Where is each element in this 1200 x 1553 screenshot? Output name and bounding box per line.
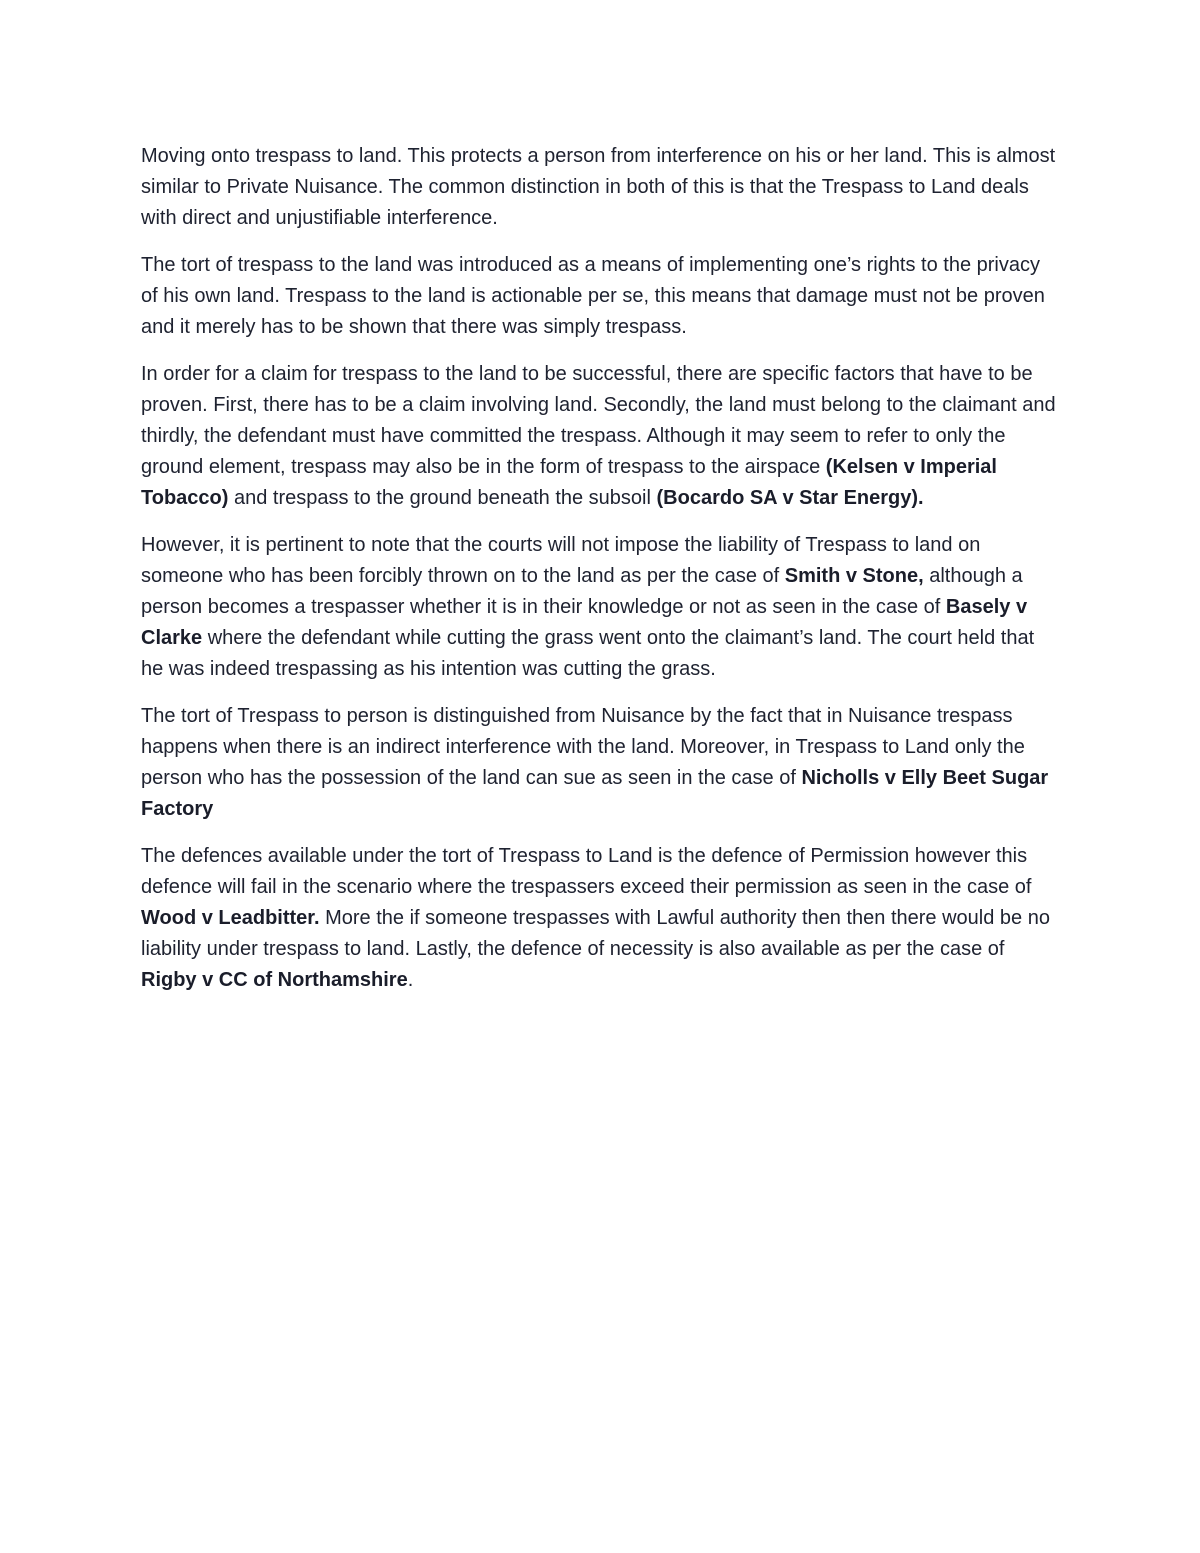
paragraph-4 (141, 530, 1059, 685)
paragraph-1 (141, 141, 1059, 234)
case-citation: (Kelsen v Imperial Tobacco) (141, 456, 997, 509)
case-citation: Wood v Leadbitter. (141, 907, 320, 929)
paragraph-2 (141, 250, 1059, 343)
case-citation: Basely v Clarke (141, 596, 1028, 649)
paragraph-text: Moving onto trespass to land. This protects a person from interference on his or her land. This is almost similar to Private Nuisance. The common distinction in both of this is that the Trespass to Land deals with direct and unjustifiable interference. (141, 145, 1056, 229)
document-body (141, 141, 1059, 1012)
paragraph-text: In order for a claim for trespass to the land to be successful, there are specific factors that have to be proven. First, there has to be a claim involving land. Secondly, the land must belong to the claimant and thirdly, the defendant must have committed the trespass. Although it may seem to refer to only the ground element, trespass may also be in the form of trespass to the airspace (141, 363, 1056, 478)
paragraph-text: . (407, 969, 414, 991)
case-citation: (Bocardo SA v Star Energy). (656, 487, 924, 509)
paragraph-text: although a person becomes a trespasser whether it is in their knowledge or not as seen in the case of (141, 565, 1023, 618)
paragraph-text: However, it is pertinent to note that the courts will not impose the liability of Trespass to land on someone who has been forcibly thrown on to the land as per the case of (141, 534, 981, 587)
paragraph-text: where the defendant while cutting the grass went onto the claimant’s land. The court held that he was indeed trespassing as his intention was cutting the grass. (141, 627, 1035, 680)
paragraph-text: More the if someone trespasses with Lawful authority then then there would be no liability under trespass to land. Lastly, the defence of necessity is also available as per the case of (141, 907, 1050, 960)
paragraph-text: The defences available under the tort of Trespass to Land is the defence of Permission however this defence will fail in the scenario where the trespassers exceed their permission as seen in the case of (141, 845, 1032, 898)
case-citation: Nicholls v Elly Beet Sugar Factory (141, 767, 1049, 820)
paragraph-text: The tort of trespass to the land was introduced as a means of implementing one’s rights to the privacy of his own land. Trespass to the land is actionable per se, this means that damage must not be proven and it merely has to be shown that there was simply trespass. (141, 254, 1045, 338)
paragraph-5 (141, 701, 1059, 825)
case-citation: Rigby v CC of Northamshire (141, 969, 408, 991)
case-citation: Smith v Stone, (784, 565, 924, 587)
paragraph-text: and trespass to the ground beneath the subsoil (228, 487, 657, 509)
paragraph-text: The tort of Trespass to person is distinguished from Nuisance by the fact that in Nuisance trespass happens when there is an indirect interference with the land. Moreover, in Trespass to Land only the person who has the possession of the land can sue as seen in the case of (141, 705, 1025, 789)
paragraph-6 (141, 841, 1059, 996)
paragraph-3 (141, 359, 1059, 514)
